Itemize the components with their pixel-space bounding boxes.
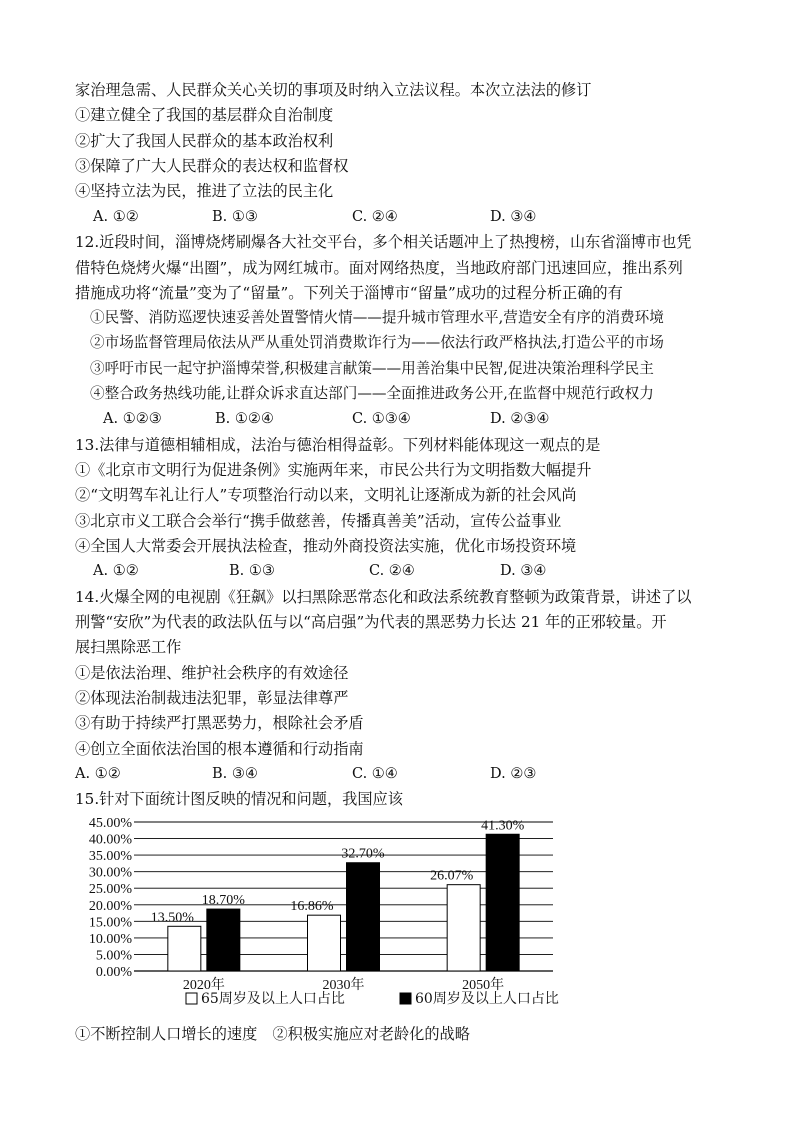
data-label: 26.07% — [430, 868, 474, 884]
data-label: 41.30% — [481, 818, 525, 834]
y-tick-label: 5.00% — [95, 948, 132, 964]
legend-label: 60周岁及以上人口占比 — [415, 991, 559, 1007]
q13-stem: 13.法律与道德相辅相成，法治与德治相得益彰。下列材料能体现这一观点的是 — [75, 436, 601, 454]
q13-choice: ③北京市义工联合会举行“携手做慈善，传播真善美”活动，宣传公益事业 — [75, 512, 562, 530]
y-tick-label: 30.00% — [88, 865, 132, 881]
q13-option-b: B. ①③ — [229, 563, 275, 579]
intro-choice: ①建立健全了我国的基层群众自治制度 — [75, 106, 334, 124]
intro-choice: ③保障了广大人民群众的表达权和监督权 — [75, 157, 349, 175]
q14-stem: 刑警“安欣”为代表的政法队伍与以“高启强”为代表的黑恶势力长达 21 年的正邪较量。开 — [75, 613, 667, 631]
bar-age65 — [168, 926, 201, 971]
q11-option-d: D. ③④ — [490, 209, 537, 225]
data-label: 18.70% — [201, 893, 245, 909]
x-tick-label: 2020年 — [182, 978, 225, 993]
q15-stem: 15.针对下面统计图反映的情况和问题，我国应该 — [75, 790, 403, 808]
data-label: 16.86% — [290, 899, 334, 915]
q14-stem: 展扫黑除恶工作 — [75, 638, 182, 656]
bar-age60 — [207, 909, 240, 971]
population-aging-bar-chart — [0, 810, 794, 1020]
y-tick-label: 25.00% — [88, 882, 132, 898]
y-tick-label: 35.00% — [88, 849, 132, 865]
y-tick-label: 0.00% — [95, 965, 132, 980]
q12-option-c: C. ①③④ — [352, 411, 411, 427]
data-label: 32.70% — [341, 846, 385, 862]
q12-choice: ①民警、消防巡逻快速妥善处置警情火情——提升城市管理水平,营造安全有序的消费环境 — [90, 309, 664, 326]
q14-choice: ④创立全面依法治国的根本遵循和行动指南 — [75, 740, 364, 758]
intro-choice: ②扩大了我国人民群众的基本政治权利 — [75, 132, 334, 150]
q12-option-b: B. ①②④ — [215, 411, 274, 427]
q13-option-a: A. ①② — [93, 563, 139, 579]
q13-choice: ④全国人大常委会开展执法检查，推动外商投资法实施，优化市场投资环境 — [75, 537, 577, 555]
q13-choice: ②“文明驾车礼让行人”专项整治行动以来，文明礼让逐渐成为新的社会风尚 — [75, 486, 577, 504]
q12-option-a: A. ①②③ — [103, 411, 162, 427]
bar-age60 — [486, 834, 519, 971]
intro-line: 家治理急需、人民群众关心关切的事项及时纳入立法议程。本次立法法的修订 — [75, 81, 592, 99]
q12-stem: 12.近段时间，淄博烧烤刷爆各大社交平台，多个相关话题冲上了热搜榜，山东省淄博市也凭 — [75, 233, 692, 251]
q12-choice: ②市场监督管理局依法从严从重处罚消费欺诈行为——依法行政严格执法,打造公平的市场 — [90, 334, 664, 351]
bar-age60 — [347, 863, 380, 971]
y-tick-label: 10.00% — [88, 931, 132, 947]
y-tick-label: 40.00% — [88, 832, 132, 848]
q14-option-a: A. ①② — [75, 766, 121, 782]
q14-choice: ①是依法治理、维护社会秩序的有效途径 — [75, 664, 349, 682]
q11-option-c: C. ②④ — [352, 209, 398, 225]
bar-age65 — [447, 885, 480, 971]
q12-stem: 措施成功将“流量”变为了“留量”。下列关于淄博市“留量”成功的过程分析正确的有 — [75, 284, 623, 302]
q14-option-d: D. ②③ — [490, 766, 537, 782]
y-tick-label: 45.00% — [88, 816, 132, 831]
q14-choice: ③有助于持续严打黑恶势力，根除社会矛盾 — [75, 714, 364, 732]
q14-stem: 14.火爆全网的电视剧《狂飙》以扫黑除恶常态化和政法系统教育整顿为政策背景，讲述了以 — [75, 588, 692, 606]
q13-choice: ①《北京市文明行为促进条例》实施两年来，市民公共行为文明指数大幅提升 — [75, 461, 592, 479]
q13-option-d: D. ③④ — [500, 563, 547, 579]
x-tick-label: 2030年 — [322, 978, 365, 993]
y-tick-label: 15.00% — [88, 915, 132, 931]
q14-option-b: B. ③④ — [212, 766, 258, 782]
q14-option-c: C. ①④ — [352, 766, 398, 782]
legend-swatch — [186, 993, 197, 1004]
y-tick-label: 20.00% — [88, 898, 132, 914]
q12-option-d: D. ②③④ — [490, 411, 550, 427]
q12-choice: ④整合政务热线功能,让群众诉求直达部门——全面推进政务公开,在监督中规范行政权力 — [90, 385, 654, 402]
q12-stem: 借特色烧烤火爆“出圈”，成为网红城市。面对网络热度，当地政府部门迅速回应，推出系列 — [75, 259, 683, 277]
legend-swatch — [400, 993, 411, 1004]
data-label: 13.50% — [150, 910, 194, 926]
bar-age65 — [308, 915, 341, 971]
intro-choice: ④坚持立法为民，推进了立法的民主化 — [75, 182, 334, 200]
q15-choices: ①不断控制人口增长的速度 ②积极实施应对老龄化的战略 — [75, 1025, 470, 1043]
q11-option-a: A. ①② — [93, 209, 139, 225]
q14-choice: ②体现法治制裁违法犯罪，彰显法律尊严 — [75, 689, 349, 707]
legend-label: 65周岁及以上人口占比 — [201, 991, 345, 1007]
q13-option-c: C. ②④ — [369, 563, 415, 579]
x-tick-label: 2050年 — [462, 978, 505, 993]
q11-option-b: B. ①③ — [212, 209, 258, 225]
q12-choice: ③呼吁市民一起守护淄博荣誉,积极建言献策——用善治集中民智,促进决策治理科学民主 — [90, 360, 654, 377]
